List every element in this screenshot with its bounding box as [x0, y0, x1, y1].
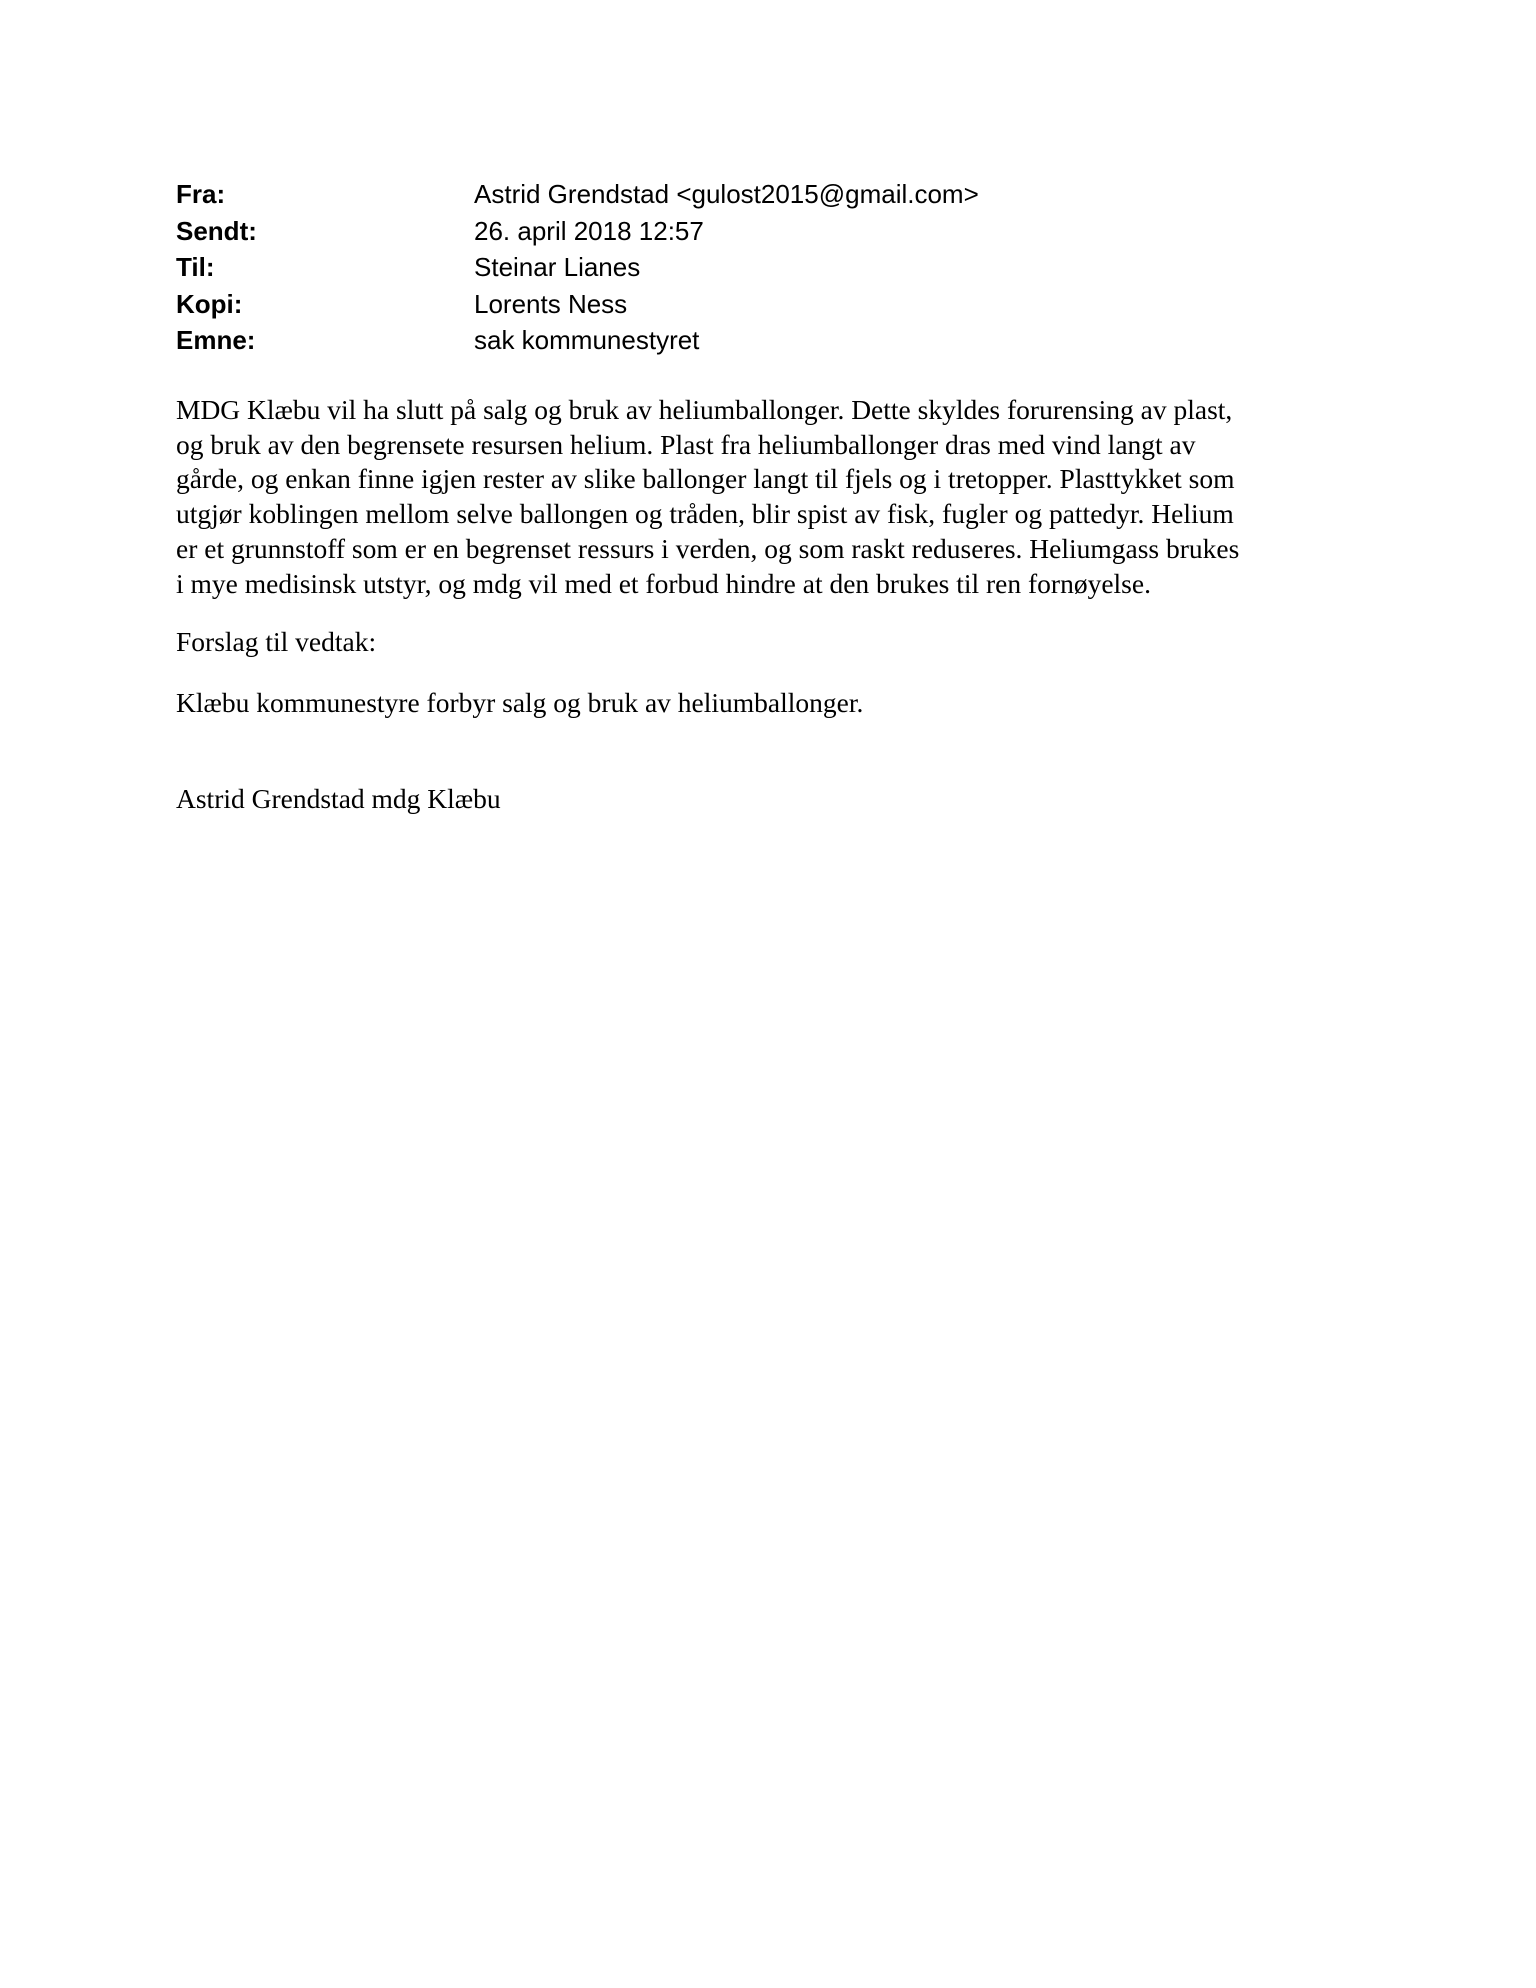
sent-value: 26. april 2018 12:57 [474, 215, 704, 246]
header-row-cc [176, 286, 1356, 323]
proposal-heading: Forslag til vedtak: [176, 626, 377, 658]
sent-label: Sendt: [176, 215, 257, 246]
body-paragraph [176, 393, 1356, 601]
proposal-text: Klæbu kommunestyre forbyr salg og bruk av heliumballonger. [176, 686, 864, 718]
email-body [176, 393, 1356, 816]
subject-value: sak kommunestyret [474, 325, 700, 355]
from-label: Fra: [176, 179, 226, 209]
to-value: Steinar Lianes [474, 252, 641, 282]
body-paragraph-line: gårde, og enkan finne igjen rester av slike ballonger langt til fjels og i tretopper. Plasttykket som [176, 463, 1235, 495]
header-row-to [176, 249, 1356, 286]
subject-label: Emne: [176, 325, 256, 355]
body-paragraph-line: er et grunnstoff som er en begrenset ressurs i verden, og som raskt reduseres. Heliumgass brukes [176, 532, 1240, 564]
header-row-sent [176, 213, 1356, 250]
to-label: Til: [176, 252, 215, 282]
header-row-subject [176, 322, 1356, 359]
body-paragraph-line: MDG Klæbu vil ha slutt på salg og bruk av heliumballonger. Dette skyldes forurensing av plast, [176, 394, 1233, 425]
signature: Astrid Grendstad mdg Klæbu [176, 782, 501, 814]
from-value: Astrid Grendstad <gulost2015@gmail.com> [474, 179, 979, 209]
email-header [176, 176, 1356, 359]
header-row-from [176, 176, 1356, 213]
cc-label: Kopi: [176, 288, 243, 319]
body-paragraph-line: utgjør koblingen mellom selve ballongen og tråden, blir spist av fisk, fugler og pattedyr. Helium [176, 498, 1234, 530]
body-paragraph-line: i mye medisinsk utstyr, og mdg vil med et forbud hindre at den brukes til ren fornøyelse. [176, 567, 1151, 599]
cc-value: Lorents Ness [474, 288, 628, 319]
body-paragraph-line: og bruk av den begrensete resursen helium. Plast fra heliumballonger dras med vind langt av [176, 428, 1196, 460]
